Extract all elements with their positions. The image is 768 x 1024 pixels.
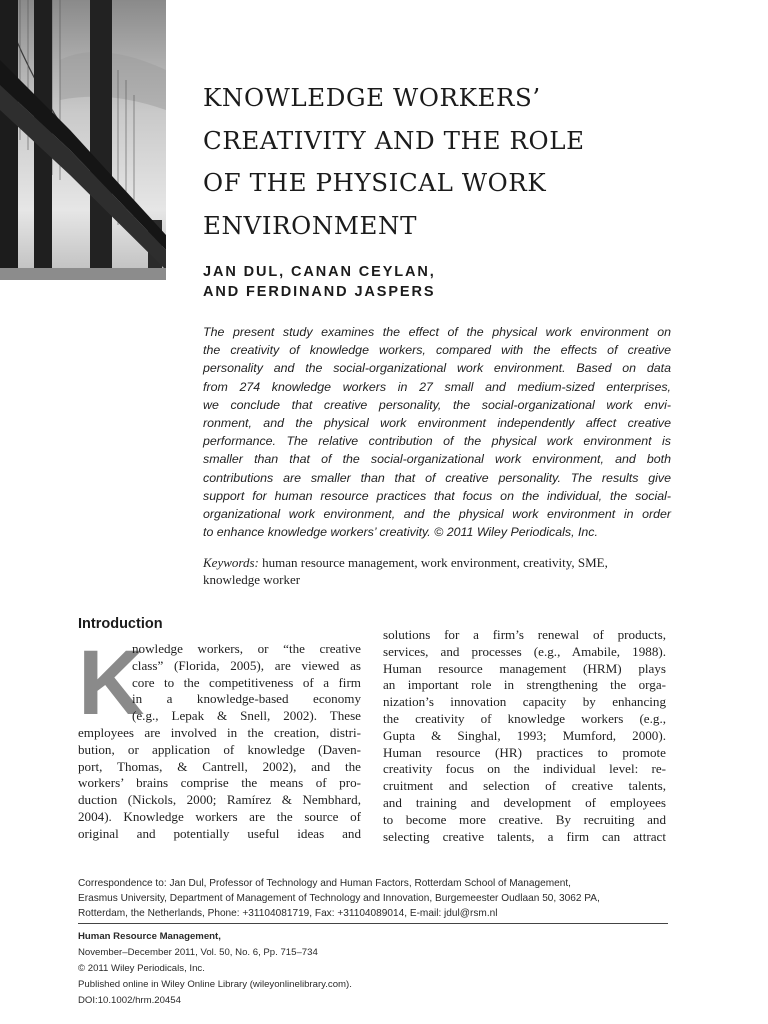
abstract: [203, 323, 671, 541]
body-line: bution, or application of knowledge (Daven-: [78, 741, 361, 757]
body-line: class” (Florida, 2005), are viewed as: [132, 657, 361, 673]
section-heading-introduction: Introduction: [78, 616, 163, 632]
body-line: Gupta & Singhal, 1993; Mumford, 2000).: [383, 727, 666, 743]
author-line: AND FERDINAND JASPERS: [203, 284, 436, 300]
body-line: creativity focus on the individual level: re-: [383, 761, 666, 777]
body-line: 2004). Knowledge workers are the source of: [78, 808, 361, 824]
keywords-line: knowledge worker: [203, 571, 301, 587]
body-line: services, and processes (e.g., Amabile, 1988).: [383, 643, 666, 659]
abstract-line: smaller than that of the social-organizational work environment, and both: [203, 452, 671, 467]
body-line: an important role in strengthening the orga-: [383, 677, 666, 693]
publication-footer: [78, 929, 352, 1009]
journal-citation: [78, 929, 352, 961]
abstract-line: support for human resource practices that focus on the individual, the social-: [203, 488, 671, 503]
keywords-line: [203, 555, 673, 572]
body-line: selecting creative talents, a firm can attract: [383, 828, 666, 844]
body-line: employees are involved in the creation, distri-: [78, 724, 361, 740]
abstract-line: from 274 knowledge workers in 27 small and medium-sized enterprises,: [203, 379, 671, 394]
abstract-line: the creativity of knowledge workers, compared with the effects of creative: [203, 343, 671, 358]
body-line: duction (Nickols, 2000; Ramírez & Nembhard,: [78, 792, 361, 808]
body-line: cruitment and selection of creative talents,: [383, 778, 666, 794]
correspondence-line: Erasmus University, Department of Management of Technology and Innovation, Burgemeester Oudlaan 50, 3062 PA,: [78, 893, 600, 904]
doi-line: DOI:10.1002/hrm.20454: [78, 995, 181, 1006]
published-online-line: Published online in Wiley Online Library (wileyonlinelibrary.com).: [78, 979, 352, 990]
author-line: JAN DUL, CANAN CEYLAN,: [203, 264, 436, 280]
body-line: Human resource (HR) practices to promote: [383, 744, 666, 760]
body-line: and training and development of employees: [383, 794, 666, 810]
authors: [203, 262, 436, 302]
body-line: port, Thomas, & Cantrell, 2002), and the: [78, 758, 361, 774]
correspondence-line: Rotterdam, the Netherlands, Phone: +31104081719, Fax: +31104089014, E-mail: jdul@rsm.nl: [78, 908, 498, 919]
abstract-line: performance. The relative contribution of the physical work environment is: [203, 434, 671, 449]
title-line: OF THE PHYSICAL WORK: [203, 168, 547, 197]
journal-name: Human Resource Management,: [78, 931, 221, 942]
title-line: KNOWLEDGE WORKERS’: [203, 83, 541, 112]
journal-issue: November–December 2011, Vol. 50, No. 6, Pp. 715–734: [78, 947, 318, 958]
abstract-line: we conclude that creative personality, the social-organizational work envi-: [203, 397, 671, 412]
keywords-label: Keywords:: [203, 555, 259, 570]
title-line: ENVIRONMENT: [203, 210, 418, 240]
correspondence-note: [78, 876, 678, 921]
body-line: Human resource management (HRM) plays: [383, 660, 666, 676]
body-line: nowledge workers, or “the creative: [132, 641, 361, 656]
drop-cap: K: [78, 632, 145, 734]
article-title: [203, 77, 723, 247]
correspondence-line: Correspondence to: Jan Dul, Professor of Technology and Human Factors, Rotterdam School of Management,: [78, 878, 571, 889]
title-line: CREATIVITY AND THE ROLE: [203, 125, 585, 155]
abstract-line: personality and the social-organizational work environment. Based on data: [203, 361, 671, 376]
footer-divider: [78, 923, 668, 924]
body-line: original and potentially useful ideas and: [78, 825, 361, 841]
body-line: the creativity of knowledge workers (e.g.,: [383, 710, 666, 726]
copyright-line: © 2011 Wiley Periodicals, Inc.: [78, 963, 205, 974]
body-line: nization’s innovation capacity by enhancing: [383, 694, 666, 710]
body-line: in a knowledge-based economy: [132, 691, 361, 707]
abstract-line: organizational work environment, and the physical work environment in order: [203, 507, 671, 522]
body-line: to become more creative. By recruiting and: [383, 811, 666, 827]
body-line: (e.g., Lepak & Snell, 2002). These: [132, 708, 361, 724]
abstract-line: The present study examines the effect of the physical work environment on: [203, 325, 671, 339]
abstract-line: contributions are smaller than that of creative personality. The results give: [203, 470, 671, 485]
left-column: [78, 632, 361, 843]
abstract-line: ronment, and the physical work environment independently affect creative: [203, 416, 671, 431]
body-line: solutions for a firm’s renewal of products,: [383, 627, 666, 642]
body-line: core to the competitiveness of a firm: [132, 674, 361, 690]
keywords-text: human resource management, work environment, creativity, SME,: [258, 555, 608, 570]
right-column: [383, 627, 666, 845]
keywords: [203, 555, 673, 588]
abstract-line: to enhance knowledge workers’ creativity. © 2011 Wiley Periodicals, Inc.: [203, 525, 598, 540]
body-line: workers’ brains comprise the means of pro-: [78, 775, 361, 791]
bridge-photo: [0, 0, 166, 280]
